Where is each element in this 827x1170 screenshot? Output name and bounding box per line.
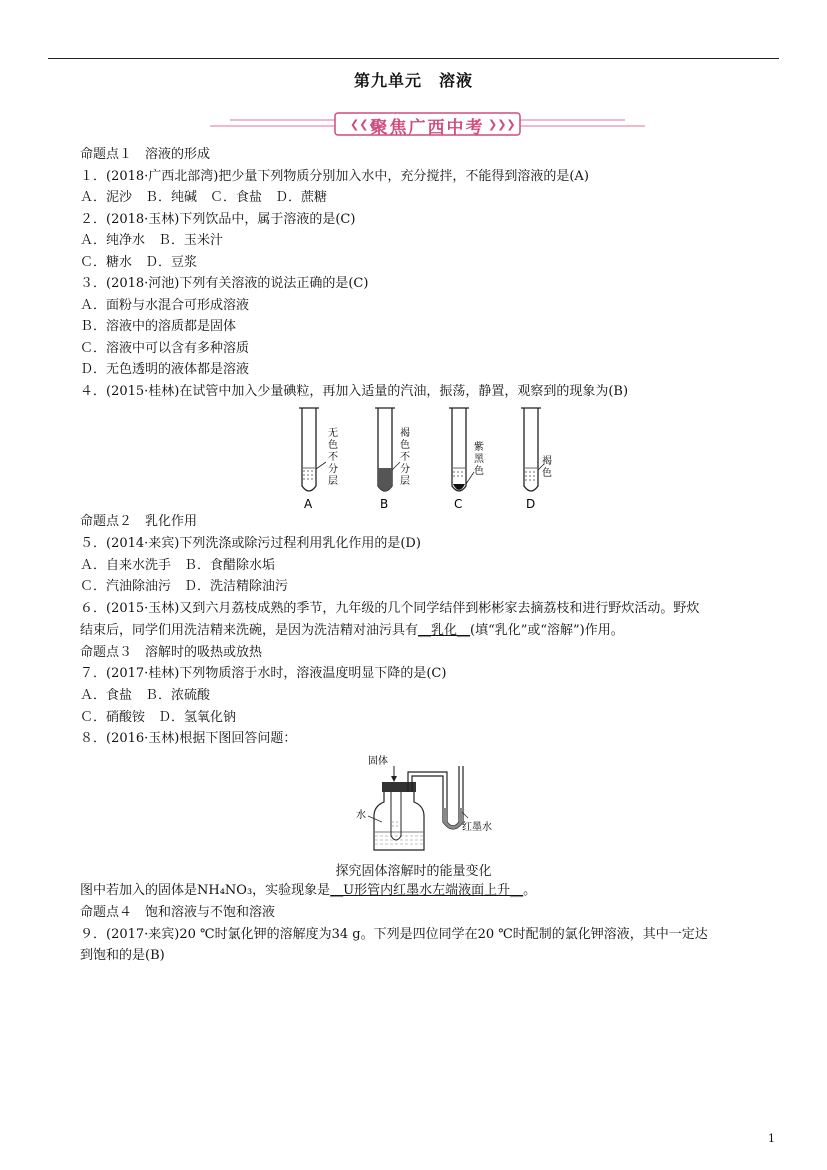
question-9-line-2: 到饱和的是(B) [80,948,165,963]
question-3-option-a: Ａ．面粉与水混合可形成溶液 [80,298,250,313]
question-1: １．(2018·广西北部湾)把少量下列物质分别加入水中，充分搅拌，不能得到溶液的是(A) [80,169,589,184]
tube-c-label-2: 黑 [474,454,484,465]
tube-a-letter: A [304,497,313,511]
question-3-option-c: Ｃ．溶液中可以含有多种溶质 [80,341,250,356]
tube-b-label-4: 分 [400,464,410,475]
water-label: 水 [356,810,366,821]
page-title: 第九单元 溶液 [353,71,473,90]
question-7: ７．(2017·桂林)下列物质溶于水时，溶液温度明显下降的是(C) [80,666,447,681]
tube-b [375,408,410,511]
tube-c [449,408,485,511]
tube-c-letter: C [454,497,463,511]
q6-text-pre: 结束后，同学们用洗洁精来洗碗，是因为洗洁精对油污具有 [80,623,419,638]
question-3-option-d: Ｄ．无色透明的液体都是溶液 [80,362,250,377]
question-2: ２．(2018·玉林)下列饮品中，属于溶液的是(C) [80,212,356,227]
tube-a [299,408,338,511]
tube-b-label-3: 不 [400,452,410,463]
topic-1-heading: 命题点１ 溶液的形成 [80,147,211,162]
banner-text: 聚焦广西中考 [370,118,485,138]
solid-label: 固体 [368,756,388,767]
question-5-options-1: Ａ．自来水洗手 Ｂ．食醋除水垢 [80,558,276,573]
question-7-options-1: Ａ．食盐 Ｂ．浓硫酸 [80,688,211,703]
tube-a-label-3: 不 [328,452,338,463]
question-3-option-b: Ｂ．溶液中的溶质都是固体 [80,319,237,334]
q8-answer: __U形管内红墨水左端液面上升__ [330,883,524,898]
question-6-line-1: ６．(2015·玉林)又到六月荔枝成熟的季节，九年级的几个同学结伴到彬彬家去摘荔枝和进行野炊活动。野炊 [80,601,700,616]
svg-text:❯❯❯: ❯❯❯ [488,118,516,131]
question-8: ８．(2016·玉林)根据下图回答问题： [80,731,297,746]
q6-text-post: (填“乳化”或“溶解”)作用。 [470,623,624,638]
ink-label: 红墨水 [462,822,492,833]
section-banner [190,108,665,138]
tube-d-label-1: 褐 [542,456,552,467]
question-3: ３．(2018·河池)下列有关溶液的说法正确的是(C) [80,276,369,291]
tube-b-letter: B [380,497,389,511]
question-7-options-2: Ｃ．硝酸铵 Ｄ．氢氧化钠 [80,710,237,725]
q8-text-pre: 图中若加入的固体是NH₄NO₃，实验现象是 [80,883,331,898]
tube-a-label-5: 层 [328,476,338,487]
question-5: ５．(2014·来宾)下列洗涤或除污过程利用乳化作用的是(D) [80,536,421,551]
tube-a-label-4: 分 [328,464,338,475]
question-9-line-1: ９．(2017·来宾)20 ℃时氯化钾的溶解度为34 g。下列是四位同学在20 ℃时配制的氯化钾溶液，其中一定达 [80,927,708,942]
topic-3-heading: 命题点３ 溶解时的吸热或放热 [80,645,263,660]
test-tube-figure [290,404,550,514]
svg-text:❮❮❮: ❮❮❮ [350,118,378,131]
tube-d-label-2: 色 [542,468,552,479]
tube-b-label-2: 色 [400,440,410,451]
question-2-options-2: Ｃ．糖水 Ｄ．豆浆 [80,255,198,270]
question-2-options-1: Ａ．纯净水 Ｂ．玉米汁 [80,233,224,248]
tube-c-label-1: 紫 [474,442,484,453]
top-rule [48,58,779,59]
tube-b-label-5: 层 [400,476,410,487]
q8-text-post: 。 [523,883,537,898]
tube-c-label-3: 色 [474,466,484,477]
question-5-options-2: Ｃ．汽油除油污 Ｄ．洗洁精除油污 [80,579,289,594]
page-number: 1 [768,1132,775,1145]
question-8-answer-line [80,882,536,900]
apparatus-figure [352,752,512,854]
tube-b-label-1: 褐 [400,428,410,439]
question-6-line-2 [80,622,624,640]
tube-a-label-2: 色 [328,440,338,451]
tube-d [521,408,552,511]
figure-caption: 探究固体溶解时的能量变化 [335,864,492,879]
q6-answer: __乳化__ [418,623,471,638]
tube-d-letter: D [526,497,536,511]
topic-4-heading: 命题点４ 饱和溶液与不饱和溶液 [80,905,276,920]
question-1-options: Ａ．泥沙 Ｂ．纯碱 Ｃ．食盐 Ｄ．蔗糖 [80,190,328,205]
question-4: ４．(2015·桂林)在试管中加入少量碘粒，再加入适量的汽油，振荡，静置，观察到的现象为(B) [80,384,629,399]
topic-2-heading: 命题点２ 乳化作用 [80,514,198,529]
tube-a-label-1: 无 [328,428,338,439]
